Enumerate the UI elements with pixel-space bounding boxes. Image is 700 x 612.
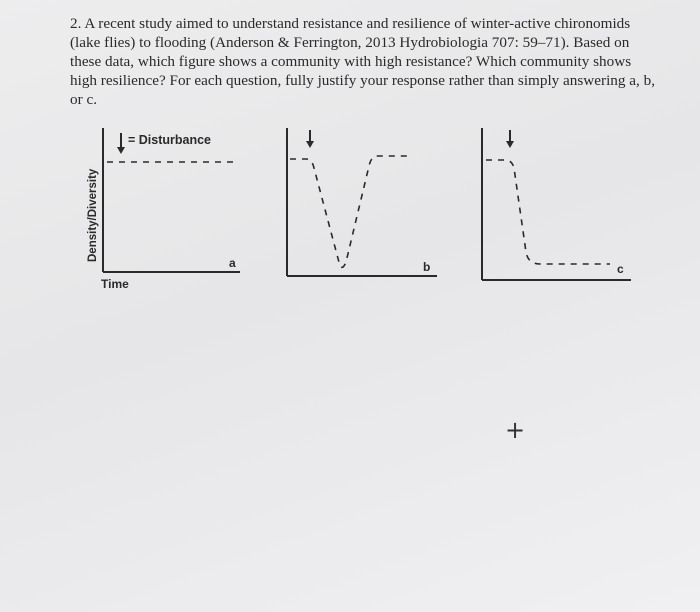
panel-label-c: c — [617, 262, 624, 276]
question-line-4: high resilience? For each question, fully justify your response rather than simply answering a, b, — [70, 72, 655, 89]
x-axis-label: Time — [101, 277, 129, 291]
disturbance-arrow-icon — [506, 130, 514, 148]
panel-c-curve — [486, 160, 610, 264]
question-line-1: 2. A recent study aimed to understand resistance and resilience of winter-active chironomids — [70, 15, 631, 32]
panel-b — [287, 128, 437, 276]
panel-c — [482, 128, 631, 280]
panel-label-b: b — [423, 260, 431, 274]
panel-a — [87, 128, 240, 291]
disturbance-arrow-icon — [117, 133, 125, 154]
question-line-3: these data, which figure shows a community with high resistance? Which community shows — [70, 53, 632, 70]
y-axis-label: Density/Diversity — [87, 168, 99, 262]
question-line-5: or c. — [70, 91, 97, 108]
disturbance-arrow-icon — [306, 130, 314, 148]
panel-label-a: a — [229, 256, 236, 270]
panel-b-curve — [290, 156, 407, 267]
question-line-2: (lake flies) to flooding (Anderson & Ferrington, 2013 Hydrobiologia 707: 59–71). Based on — [70, 34, 630, 51]
crosshair-plus-icon: + — [505, 416, 526, 444]
legend-label: = Disturbance — [128, 133, 212, 147]
